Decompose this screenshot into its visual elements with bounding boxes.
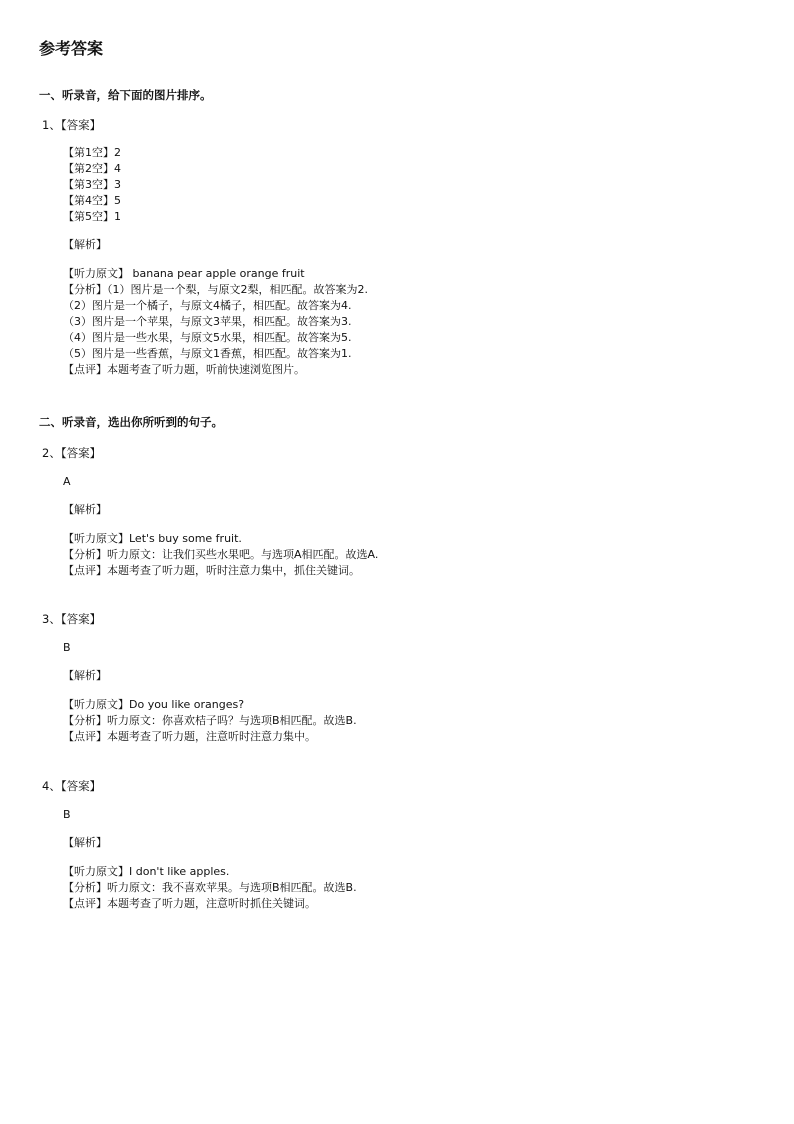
analysis-line: 【点评】本题考查了听力题，注意听时抓住关键词。 bbox=[63, 897, 316, 910]
analysis-line: （4）图片是一些水果，与原文5水果，相匹配。故答案为5. bbox=[63, 331, 352, 344]
question-1-analysis-heading: 【解析】 bbox=[63, 238, 107, 251]
page-title: 参考答案 bbox=[39, 39, 104, 58]
answer-blank-5: 【第5空】1 bbox=[63, 210, 121, 223]
analysis-line: 【分析】（1）图片是一个梨，与原文2梨，相匹配。故答案为2. bbox=[63, 283, 368, 296]
section-heading-1: 一、听录音，给下面的图片排序。 bbox=[39, 88, 212, 102]
section-heading-2: 二、听录音，选出你所听到的句子。 bbox=[39, 415, 223, 429]
analysis-line: 【点评】本题考查了听力题，听时注意力集中，抓住关键词。 bbox=[63, 564, 360, 577]
analysis-line: （5）图片是一些香蕉，与原文1香蕉，相匹配。故答案为1. bbox=[63, 347, 352, 360]
analysis-line: 【听力原文】 banana pear apple orange fruit bbox=[63, 267, 305, 280]
question-2-answer: A bbox=[63, 475, 71, 488]
question-4-analysis-heading: 【解析】 bbox=[63, 836, 107, 849]
question-4-answer-heading: 4、【答案】 bbox=[42, 779, 102, 793]
analysis-line: 【分析】听力原文：你喜欢桔子吗？与选项B相匹配。故选B. bbox=[63, 714, 357, 727]
analysis-line: 【听力原文】I don't like apples. bbox=[63, 865, 230, 878]
analysis-line: 【听力原文】Do you like oranges? bbox=[63, 698, 245, 711]
question-3-answer-heading: 3、【答案】 bbox=[42, 612, 102, 626]
analysis-line: 【分析】听力原文：我不喜欢苹果。与选项B相匹配。故选B. bbox=[63, 881, 357, 894]
question-2-answer-heading: 2、【答案】 bbox=[42, 446, 102, 460]
analysis-line: （2）图片是一个橘子，与原文4橘子，相匹配。故答案为4. bbox=[63, 299, 352, 312]
question-3-analysis bbox=[63, 697, 357, 745]
question-3-analysis-heading: 【解析】 bbox=[63, 669, 107, 682]
question-4-answer: B bbox=[63, 808, 71, 821]
question-4-analysis bbox=[63, 864, 357, 912]
question-1-answer-list bbox=[63, 145, 121, 225]
answer-blank-1: 【第1空】2 bbox=[63, 146, 121, 159]
analysis-line: 【点评】本题考查了听力题，听前快速浏览图片。 bbox=[63, 363, 305, 376]
answer-blank-4: 【第4空】5 bbox=[63, 194, 121, 207]
answer-blank-2: 【第2空】4 bbox=[63, 162, 121, 175]
analysis-line: 【分析】听力原文：让我们买些水果吧。与选项A相匹配。故选A. bbox=[63, 548, 379, 561]
analysis-line: 【点评】本题考查了听力题，注意听时注意力集中。 bbox=[63, 730, 316, 743]
question-1-answer-heading: 1、【答案】 bbox=[42, 118, 102, 132]
question-3-answer: B bbox=[63, 641, 71, 654]
question-2-analysis-heading: 【解析】 bbox=[63, 503, 107, 516]
analysis-line: （3）图片是一个苹果，与原文3苹果，相匹配。故答案为3. bbox=[63, 315, 352, 328]
answer-blank-3: 【第3空】3 bbox=[63, 178, 121, 191]
question-2-analysis bbox=[63, 531, 378, 579]
question-1-analysis bbox=[63, 266, 368, 378]
analysis-line: 【听力原文】Let's buy some fruit. bbox=[63, 532, 242, 545]
